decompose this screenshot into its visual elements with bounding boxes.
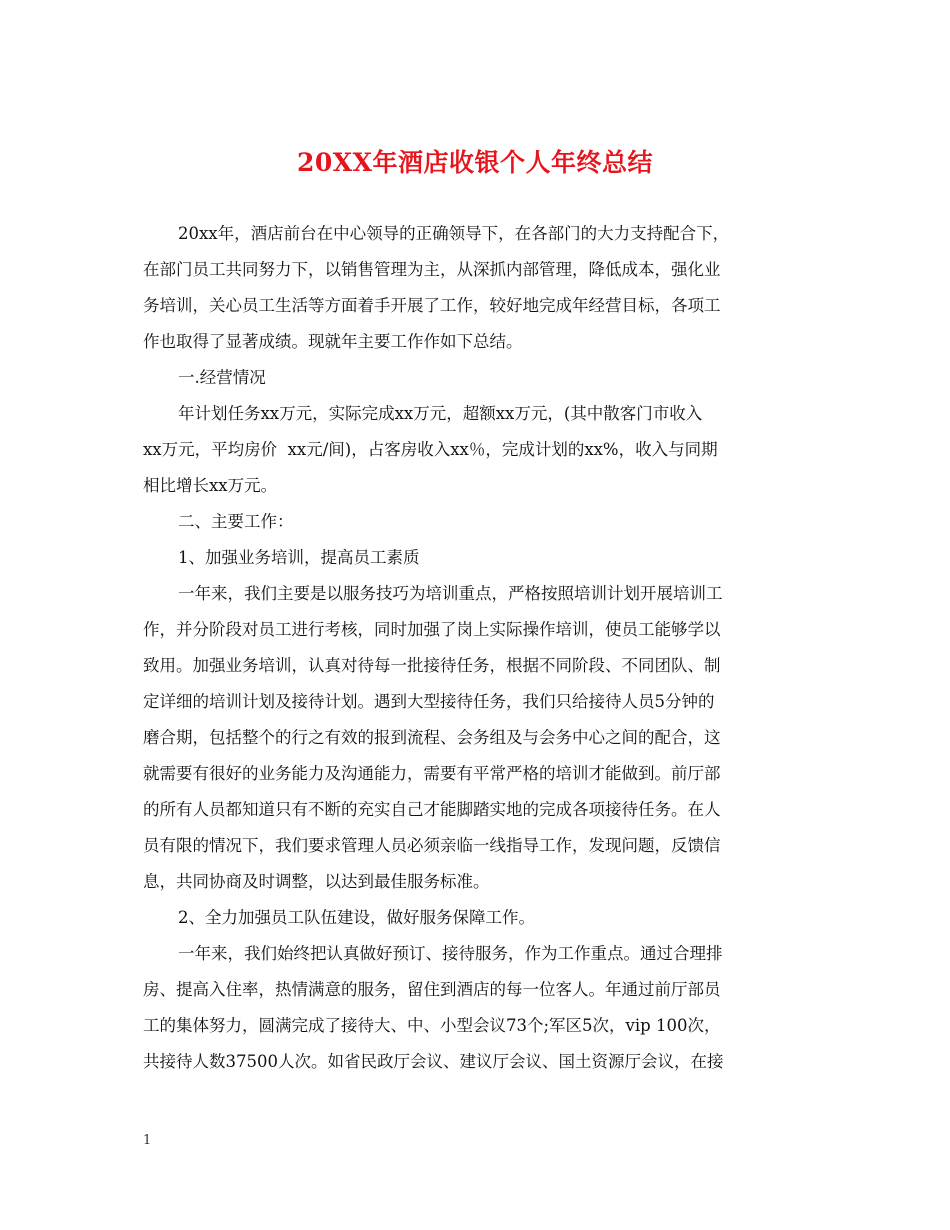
- text-line: 年计划任务xx万元，实际完成xx万元，超额xx万元，(其中散客门市收入: [178, 404, 703, 423]
- text-line: 共接待人数37500人次。如省民政厅会议、建议厅会议、国土资源厅会议，在接: [143, 1052, 724, 1071]
- text-line: 定详细的培训计划及接待计划。遇到大型接待任务，我们只给接待人员5分钟的: [143, 692, 715, 711]
- text-line: 在部门员工共同努力下，以销售管理为主，从深抓内部管理，降低成本，强化业: [143, 260, 721, 279]
- text-line: 一年来，我们主要是以服务技巧为培训重点，严格按照培训计划开展培训工: [178, 584, 723, 603]
- section-heading-operations: 一.经营情况: [178, 368, 266, 387]
- paragraph-operations: [143, 396, 803, 504]
- text-line: 相比增长xx万元。: [143, 476, 278, 495]
- text-line: 作也取得了显著成绩。现就年主要工作作如下总结。: [143, 332, 523, 351]
- text-line: 务培训，关心员工生活等方面着手开展了工作，较好地完成年经营目标，各项工: [143, 296, 721, 315]
- subheading-team-building: 2、全力加强员工队伍建设，做好服务保障工作。: [178, 908, 535, 927]
- section-heading-main-work: 二、主要工作：: [178, 512, 294, 531]
- text-line: 一年来，我们始终把认真做好预订、接待服务，作为工作重点。通过合理排: [178, 944, 723, 963]
- text-line: 工的集体努力，圆满完成了接待大、中、小型会议73个;军区5次，vip 100次，: [143, 1016, 721, 1035]
- text-line: 员有限的情况下，我们要求管理人员必须亲临一线指导工作，发现问题，反馈信: [143, 836, 721, 855]
- text-line: xx万元，平均房价 xx元/间)，占客房收入xx％，完成计划的xx%，收入与同期: [143, 440, 718, 459]
- text-line: 就需要有很好的业务能力及沟通能力，需要有平常严格的培训才能做到。前厅部: [143, 764, 721, 783]
- paragraph-intro: [143, 216, 803, 360]
- text-line: 息，共同协商及时调整，以达到最佳服务标准。: [143, 872, 490, 891]
- text-line: 的所有人员都知道只有不断的充实自己才能脚踏实地的完成各项接待任务。在人: [143, 800, 721, 819]
- subheading-training: 1、加强业务培训，提高员工素质: [178, 548, 420, 567]
- text-line: 致用。加强业务培训，认真对待每一批接待任务，根据不同阶段、不同团队、制: [143, 656, 721, 675]
- paragraph-team-building: [143, 936, 803, 1080]
- text-line: 20xx年，酒店前台在中心领导的正确领导下，在各部门的大力支持配合下，: [178, 224, 730, 243]
- document-body: [143, 216, 803, 1080]
- page-number: 1: [143, 1133, 152, 1148]
- text-line: 作，并分阶段对员工进行考核，同时加强了岗上实际操作培训，使员工能够学以: [143, 620, 721, 639]
- text-line: 房、提高入住率，热情满意的服务，留住到酒店的每一位客人。年通过前厅部员: [143, 980, 721, 999]
- document-title: 20XX年酒店收银个人年终总结: [296, 148, 654, 177]
- text-line: 磨合期，包括整个的行之有效的报到流程、会务组及与会务中心之间的配合，这: [143, 728, 721, 747]
- paragraph-training: [143, 576, 803, 900]
